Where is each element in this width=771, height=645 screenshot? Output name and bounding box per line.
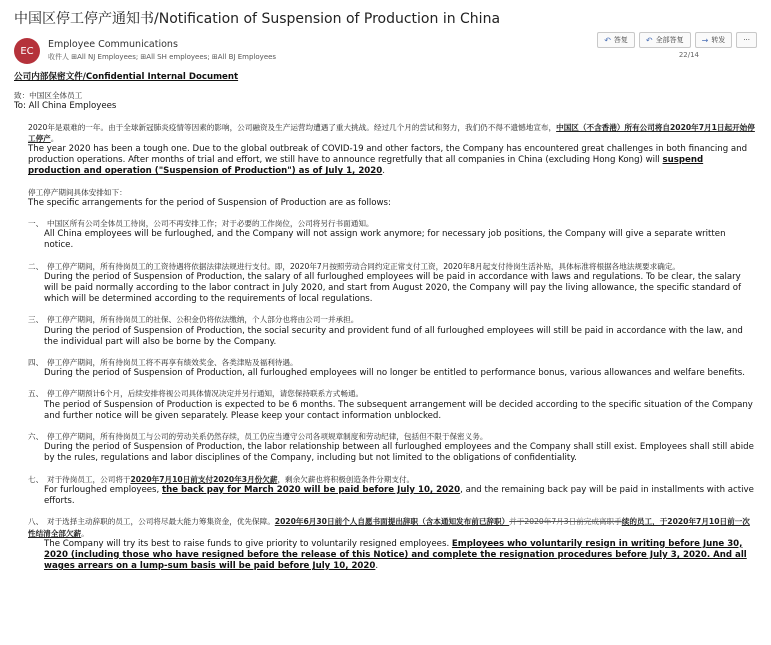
item-3-en: During the period of Suspension of Production, the social security and provident fund of all furloughed employees will still be paid in accordance with the law, and the individual part will also be borne by the Company. xyxy=(44,325,743,347)
reply-all-label: 全部答复 xyxy=(655,36,684,44)
item-1-cn: 一、 中国区所有公司全体员工待岗，公司不再安排工作；对于必要的工作岗位，公司将另行书面通知。 xyxy=(28,219,374,229)
item-4-cn: 四、 停工停产期间，所有待岗员工将不再享有绩效奖金、各类津贴及福利待遇。 xyxy=(28,358,298,368)
email-body xyxy=(14,72,756,572)
item-8-cn: 八、 对于选择主动辞职的员工，公司将尽最大能力筹集资金，优先保障。2020年6月30日前个人自愿书面提出辞职（含本通知发布前已辞职）并于2020年7月3日前完成离职手续的员工，于2020年7月10日前一次性结清全部欠薪。 xyxy=(28,517,750,538)
item-6-cn: 六、 停工停产期间，所有待岗员工与公司的劳动关系仍然存续，员工仍应当遵守公司各项规章制度和劳动纪律，包括但不限于保密义务。 xyxy=(28,432,488,442)
forward-button[interactable] xyxy=(695,32,733,48)
more-actions-button[interactable]: ··· xyxy=(736,32,757,48)
item-5-cn: 五、 停工停产期预计6个月，后续安排将视公司具体情况决定并另行通知，请您保持联系方式畅通。 xyxy=(28,389,364,399)
received-time: 22/14 xyxy=(678,51,699,59)
reply-label: 答复 xyxy=(613,36,628,44)
addressee-en: To: All China Employees xyxy=(14,101,117,112)
arrangements-heading-cn: 停工停产期间具体安排如下： xyxy=(28,187,127,197)
reply-all-icon: ↶ xyxy=(645,35,653,45)
item-7-en: For furloughed employees, the back pay for March 2020 will be paid before July 10, 2020, and the remaining back pay will be paid in installments with active efforts. xyxy=(44,484,754,507)
item-1-en: All China employees will be furloughed, and the Company will not assign work anymore; for necessary job positions, the Company will give a separate written notice. xyxy=(44,229,726,251)
recipients-line[interactable]: 收件人 ⊞All NJ Employees; ⊞All SH employees; ⊞All BJ Employees xyxy=(48,53,277,61)
confidential-label: 公司内部保密文件/Confidential Internal Document xyxy=(14,72,239,82)
item-2-cn: 二、 停工停产期间，所有待岗员工的工资待遇将依据法律法规进行支付。即，2020年7月按照劳动合同约定正常支付工资，2020年8月起支付待岗生活补贴，具体标准将根据各地法规要求确定。 xyxy=(28,261,681,271)
reply-button[interactable] xyxy=(597,32,635,48)
intro-en: The year 2020 has been a tough one. Due to the global outbreak of COVID-19 and other factors, the Company has encountered great challenges in both financing and production operations. After months of trial and effort, we still have to announce regretfully that all companies in China (excluding Hong Kong) will suspend production and operation ("Suspension of Production") as of July 1, 2020. xyxy=(28,144,748,177)
item-5-en: The period of Suspension of Production is expected to be 6 months. The subsequent arrangement will be decided according to the specific situation of the Company and further notice will be given separately. Please keep your contact information unblocked. xyxy=(44,399,753,421)
arrangements-heading-en: The specific arrangements for the period of Suspension of Production are as follows: xyxy=(28,197,391,208)
reply-icon: ↶ xyxy=(604,35,611,45)
email-action-toolbar xyxy=(597,32,757,48)
forward-label: 转发 xyxy=(711,36,726,44)
email-subject: 中国区停工停产通知书/Notification of Suspension of Production in China xyxy=(14,11,501,27)
intro-cn: 2020年是艰难的一年。由于全球新冠肺炎疫情等因素的影响，公司融资及生产运营均遭遇了重大挑战。经过几个月的尝试和努力，我们仍不得不遗憾地宣布，中国区（不含香港）所有公司将自2020年7月1日起开始停工停产。 xyxy=(28,122,755,143)
forward-icon: → xyxy=(701,35,709,45)
sender-avatar[interactable]: EC xyxy=(14,38,40,64)
item-3-cn: 三、 停工停产期间，所有待岗员工的社保、公积金仍将依法缴纳，个人部分也将由公司一并承担。 xyxy=(28,315,359,325)
item-6-en: During the period of Suspension of Production, the labor relationship between all furloughed employees and the Company shall still exist. Employees shall still abide by the rules, regulations and labor disciplines of the Company, including but not limited to the obligations of confidentiality. xyxy=(44,442,754,464)
item-4-en: During the period of Suspension of Production, all furloughed employees will no longer be entitled to performance bonus, various allowances and welfare benefits. xyxy=(44,368,746,379)
item-8-en: The Company will try its best to raise funds to give priority to voluntarily resigned employees. Employees who voluntarily resign in writing before June 30, 2020 (including those who have resigned before the release of this Notice) and complete the resignation procedures before July 3, 2020. And all wages arrears on a lump-sum basis will be paid before July 10, 2020. xyxy=(44,538,747,572)
reply-all-button[interactable] xyxy=(639,32,691,48)
item-7-cn: 七、 对于待岗员工，公司将于2020年7月10日前支付2020年3月份欠薪，剩余欠薪也将积极创造条件分期支付。 xyxy=(28,474,415,484)
sender-name[interactable]: Employee Communications xyxy=(48,39,178,50)
addressee-cn: 致：中国区全体员工 xyxy=(14,91,83,101)
item-2-en: During the period of Suspension of Production, the salary of all furloughed employees will be paid in accordance with laws and regulations. To be clear, the salary will be paid normally according to the labor contract in July 2020, and start from August 2020, the Company will pay the living allowance, the specific standard of which will be determined according to the requirements of local regulations. xyxy=(44,271,742,305)
